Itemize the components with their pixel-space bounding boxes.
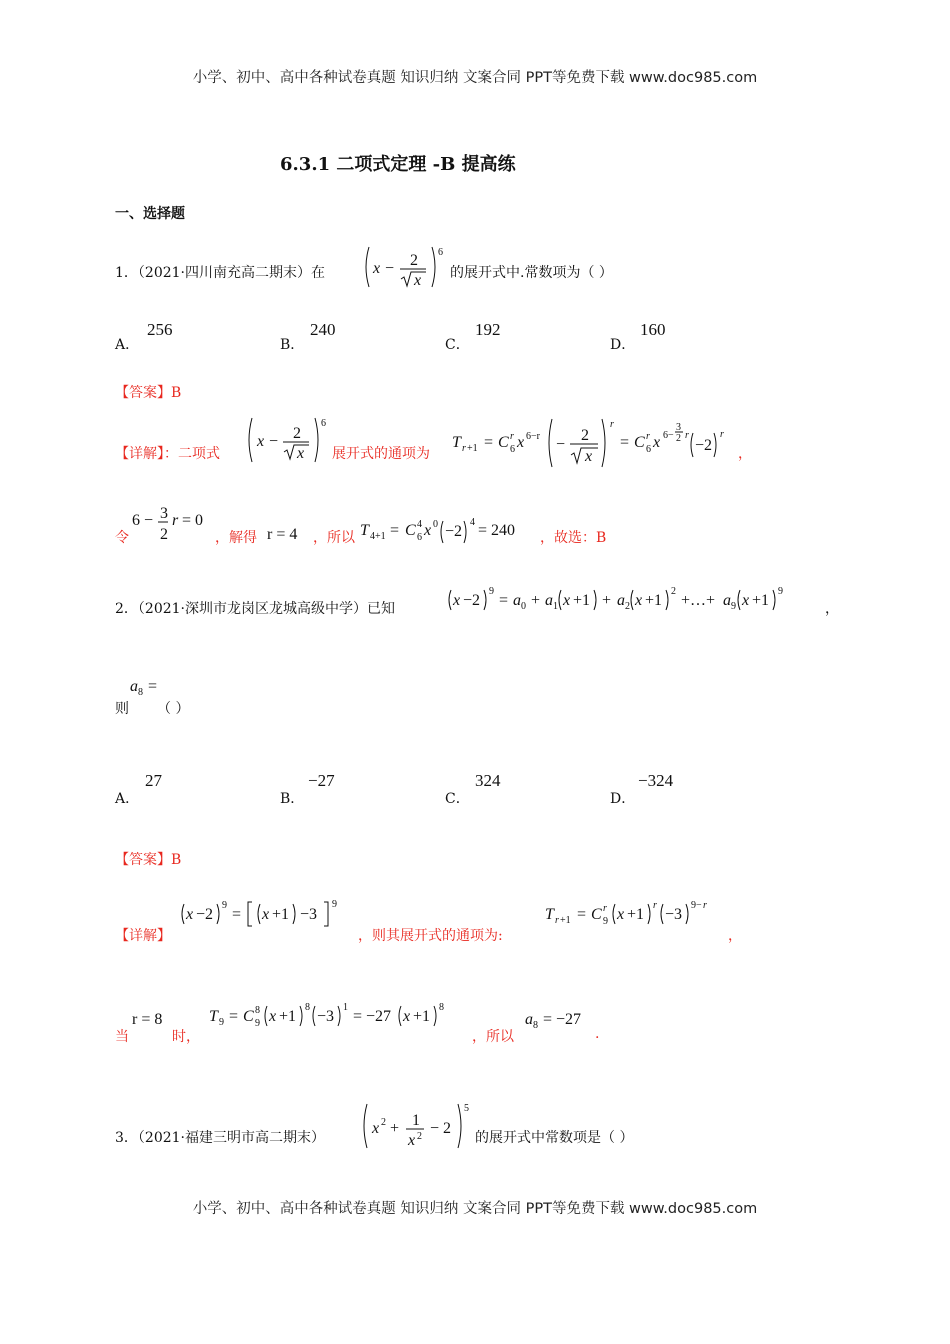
svg-text:4: 4 — [470, 517, 475, 528]
svg-text:r: r — [685, 430, 689, 441]
svg-text:+1: +1 — [467, 443, 478, 454]
svg-text:0: 0 — [433, 519, 438, 530]
q2-option-b-value: −27 — [308, 771, 335, 790]
svg-text:r: r — [555, 915, 559, 926]
svg-text:6: 6 — [510, 444, 515, 455]
svg-text:T: T — [209, 1008, 218, 1025]
svg-text:=: = — [229, 1008, 239, 1025]
svg-text:r: r — [172, 512, 179, 529]
q3-source: （2021·福建三明市高二期末） — [137, 1130, 326, 1146]
svg-text:C: C — [498, 434, 509, 451]
q1-option-a-label: A． — [115, 337, 140, 353]
q2-option-c-label: C． — [445, 791, 470, 807]
svg-text:=: = — [484, 434, 494, 451]
q1-detail-b: 展开式的通项为 — [332, 446, 430, 462]
svg-text:2: 2 — [625, 601, 630, 612]
q2-r8-text: r = 8 — [132, 1011, 163, 1028]
q1-t5-value: = 240 — [478, 522, 516, 539]
q2-paren: （ ） — [157, 701, 190, 717]
q2-detail-label: 【详解】 — [115, 928, 171, 944]
svg-text:= −27: = −27 — [353, 1008, 392, 1025]
svg-text:+1: +1 — [272, 906, 290, 923]
svg-text:4: 4 — [417, 519, 422, 530]
svg-text:+1: +1 — [752, 592, 770, 609]
q1-condition — [132, 506, 218, 546]
svg-text:x: x — [297, 445, 305, 462]
svg-text:8: 8 — [439, 1002, 444, 1013]
svg-text:4+1: 4+1 — [370, 531, 386, 542]
svg-text:x: x — [635, 592, 643, 609]
q1-option-b-label: B． — [280, 337, 305, 353]
svg-text:8: 8 — [533, 1020, 538, 1031]
svg-text:2: 2 — [581, 427, 589, 444]
svg-text:0: 0 — [521, 601, 526, 612]
q2-option-b-label: B． — [280, 791, 305, 807]
svg-text:x: x — [517, 434, 525, 451]
q2-line2-b: 时， — [172, 1029, 200, 1045]
svg-text:=: = — [577, 906, 587, 923]
q1-option-c-label: C． — [445, 337, 470, 353]
q1-expr-x: x — [373, 260, 381, 277]
svg-text:C: C — [591, 906, 602, 923]
svg-text:x: x — [403, 1008, 411, 1025]
q1-source: （2021·四川南充高二期末）在 — [137, 265, 326, 281]
svg-text:5: 5 — [464, 1103, 469, 1114]
q1-option-d-label: D． — [610, 337, 636, 353]
q1-detail-a: ：二项式 — [164, 446, 220, 462]
svg-text:r: r — [646, 431, 650, 442]
svg-text:a: a — [545, 592, 553, 609]
svg-text:−: − — [144, 512, 154, 529]
q1-option-d-value: 160 — [640, 320, 666, 339]
svg-text:x: x — [453, 592, 461, 609]
q2-option-a-label: A． — [115, 791, 140, 807]
svg-text:9−: 9− — [691, 900, 702, 911]
svg-text:−2: −2 — [463, 592, 481, 609]
q2-general-term — [543, 897, 733, 931]
q1-stem — [115, 262, 325, 282]
q2-line2-a: 当 — [115, 1029, 129, 1045]
q1-answer-label: 【答案】 — [115, 385, 171, 401]
svg-text:x: x — [563, 592, 571, 609]
q2-option-a-value: 27 — [145, 771, 162, 790]
q1-option-b-value: 240 — [310, 320, 336, 339]
svg-text:−3: −3 — [317, 1008, 335, 1025]
svg-text:9: 9 — [332, 899, 337, 910]
svg-text:2: 2 — [671, 586, 676, 597]
q2-equation — [447, 583, 831, 613]
svg-text:+1: +1 — [560, 915, 571, 926]
svg-text:C: C — [243, 1008, 254, 1025]
svg-text:r: r — [703, 900, 707, 911]
q1-number: 1． — [115, 265, 138, 281]
q1-expression — [362, 244, 452, 290]
svg-text:x: x — [617, 906, 625, 923]
q3-stem-after: 的展开式中常数项是（ ） — [475, 1130, 634, 1146]
q2-then-word: 则 — [115, 701, 129, 717]
svg-text:1: 1 — [343, 1002, 348, 1013]
svg-text:9: 9 — [255, 1018, 260, 1029]
q2-line2-c: ，所以 — [472, 1029, 514, 1045]
q3-stem — [115, 1127, 325, 1147]
svg-text:x: x — [262, 906, 270, 923]
q2-a8-eq: = — [148, 678, 158, 695]
q1-stem-after: 的展开式中.常数项为（ ） — [450, 265, 613, 281]
svg-text:2: 2 — [160, 526, 168, 543]
svg-text:r: r — [720, 429, 724, 440]
q3-number: 3． — [115, 1130, 138, 1146]
svg-text:9: 9 — [489, 586, 494, 597]
q1-detail-comma: ， — [738, 446, 752, 462]
svg-text:x: x — [742, 592, 750, 609]
svg-text:9: 9 — [603, 916, 608, 927]
svg-text:6−: 6− — [663, 430, 674, 441]
svg-text:+: + — [602, 592, 612, 609]
svg-text:a: a — [723, 592, 731, 609]
svg-text:r: r — [510, 431, 514, 442]
svg-text:3: 3 — [160, 505, 168, 522]
q1-expr-minus: − — [385, 260, 395, 277]
svg-text:a: a — [525, 1011, 533, 1028]
q2-then — [115, 698, 189, 718]
svg-text:r: r — [610, 419, 614, 430]
q1-expr-num: 2 — [410, 252, 418, 269]
q2-source: （2021·深圳市龙岗区龙城高级中学）已知 — [137, 601, 395, 617]
q2-a8 — [130, 673, 170, 697]
svg-text:+…+: +…+ — [681, 592, 716, 609]
svg-text:8: 8 — [305, 1002, 310, 1013]
q1-detail-binomial — [245, 415, 335, 465]
svg-text:= 0: = 0 — [182, 512, 204, 529]
svg-text:2: 2 — [293, 425, 301, 442]
q1-line2-d: ，故选：B — [540, 530, 607, 546]
q1-option-a-value: 256 — [147, 320, 173, 339]
svg-text:x: x — [257, 433, 265, 450]
svg-text:T: T — [452, 434, 461, 451]
q2-t9 — [207, 999, 477, 1033]
q2-option-d-label: D． — [610, 791, 636, 807]
svg-text:x: x — [269, 1008, 277, 1025]
q1-r4-text: r = 4 — [267, 526, 298, 543]
svg-text:=: = — [499, 592, 509, 609]
q1-line2-a: 令 — [115, 530, 129, 546]
page-footer: 小学、初中、高中各种试卷真题 知识归纳 文案合同 PPT等免费下载 www.doc985.com — [192, 1201, 758, 1217]
svg-text:1: 1 — [412, 1112, 420, 1129]
page-title: 6.3.1 二项式定理 -B 提高练 — [280, 154, 516, 175]
q1-line2-c: ，所以 — [313, 530, 355, 546]
q2-number: 2． — [115, 601, 138, 617]
q2-stem-comma: ， — [825, 601, 839, 617]
svg-text:x: x — [186, 906, 194, 923]
svg-text:x: x — [653, 434, 661, 451]
svg-text:r: r — [653, 900, 657, 911]
svg-text:9: 9 — [219, 1017, 224, 1028]
q1-answer — [115, 382, 181, 402]
q1-r4 — [267, 522, 317, 544]
q3-expression — [360, 1101, 480, 1151]
q2-a8-result-value: = −27 — [543, 1011, 582, 1028]
q2-answer — [115, 849, 181, 869]
svg-text:6: 6 — [321, 418, 326, 429]
svg-text:x: x — [372, 1120, 380, 1137]
q1-expr-den: x — [414, 272, 422, 289]
svg-text:−3: −3 — [300, 906, 318, 923]
svg-text:6: 6 — [417, 532, 422, 543]
svg-text:−: − — [556, 436, 566, 453]
q2-option-d-value: −324 — [638, 771, 674, 790]
svg-text:−2: −2 — [695, 437, 713, 454]
svg-text:− 2: − 2 — [430, 1120, 452, 1137]
svg-text:9: 9 — [778, 586, 783, 597]
svg-text:8: 8 — [255, 1005, 260, 1016]
q1-expr-exp: 6 — [438, 247, 443, 258]
svg-text:2: 2 — [417, 1131, 422, 1142]
svg-text:=: = — [232, 906, 242, 923]
svg-text:+1: +1 — [645, 592, 663, 609]
section-heading: 一、选择题 — [115, 206, 185, 222]
q2-detail-a: ，则其展开式的通项为: — [358, 928, 503, 944]
svg-text:a: a — [617, 592, 625, 609]
q2-option-c-value: 324 — [475, 771, 501, 790]
svg-text:C: C — [405, 522, 416, 539]
svg-text:x: x — [424, 522, 432, 539]
svg-text:1: 1 — [553, 601, 558, 612]
svg-text:a: a — [130, 678, 138, 695]
q1-line2-b: ，解得 — [215, 530, 257, 546]
q2-answer-label: 【答案】 — [115, 852, 171, 868]
svg-text:r: r — [462, 443, 466, 454]
svg-text:9: 9 — [731, 601, 736, 612]
q2-line2-d: . — [595, 1026, 600, 1042]
svg-text:2: 2 — [676, 433, 681, 444]
svg-text:+: + — [390, 1120, 400, 1137]
svg-text:8: 8 — [138, 687, 143, 698]
svg-text:+1: +1 — [627, 906, 645, 923]
svg-text:x: x — [585, 448, 593, 465]
q2-detail-comma: ， — [728, 928, 742, 944]
svg-text:x: x — [408, 1132, 416, 1149]
svg-text:−3: −3 — [665, 906, 683, 923]
svg-text:r: r — [603, 903, 607, 914]
svg-text:+1: +1 — [279, 1008, 297, 1025]
q1-answer-value: B — [171, 385, 182, 401]
svg-text:T: T — [360, 522, 369, 539]
svg-text:6: 6 — [132, 512, 140, 529]
q2-a8-result — [525, 1006, 605, 1030]
svg-text:2: 2 — [381, 1117, 386, 1128]
svg-text:−: − — [269, 433, 279, 450]
q1-detail — [115, 443, 220, 463]
q1-t5 — [360, 511, 540, 545]
q1-detail-label: 【详解】 — [115, 446, 164, 462]
svg-text:+1: +1 — [413, 1008, 431, 1025]
svg-text:a: a — [513, 592, 521, 609]
q1-general-term — [450, 413, 750, 469]
svg-text:6: 6 — [646, 444, 651, 455]
svg-text:C: C — [634, 434, 645, 451]
svg-text:−2: −2 — [445, 523, 463, 540]
q2-answer-value: B — [171, 852, 182, 868]
svg-text:+: + — [531, 592, 541, 609]
svg-text:=: = — [620, 434, 630, 451]
svg-text:=: = — [390, 522, 400, 539]
svg-text:3: 3 — [676, 422, 681, 433]
svg-text:6−r: 6−r — [526, 431, 540, 442]
q2-stem — [115, 598, 395, 618]
svg-text:9: 9 — [222, 900, 227, 911]
svg-text:−2: −2 — [196, 906, 214, 923]
svg-text:+1: +1 — [573, 592, 591, 609]
svg-text:T: T — [545, 906, 554, 923]
q1-option-c-value: 192 — [475, 320, 501, 339]
q2-rewrite — [180, 897, 365, 927]
page-header: 小学、初中、高中各种试卷真题 知识归纳 文案合同 PPT等免费下载 www.doc985.com — [192, 70, 758, 86]
